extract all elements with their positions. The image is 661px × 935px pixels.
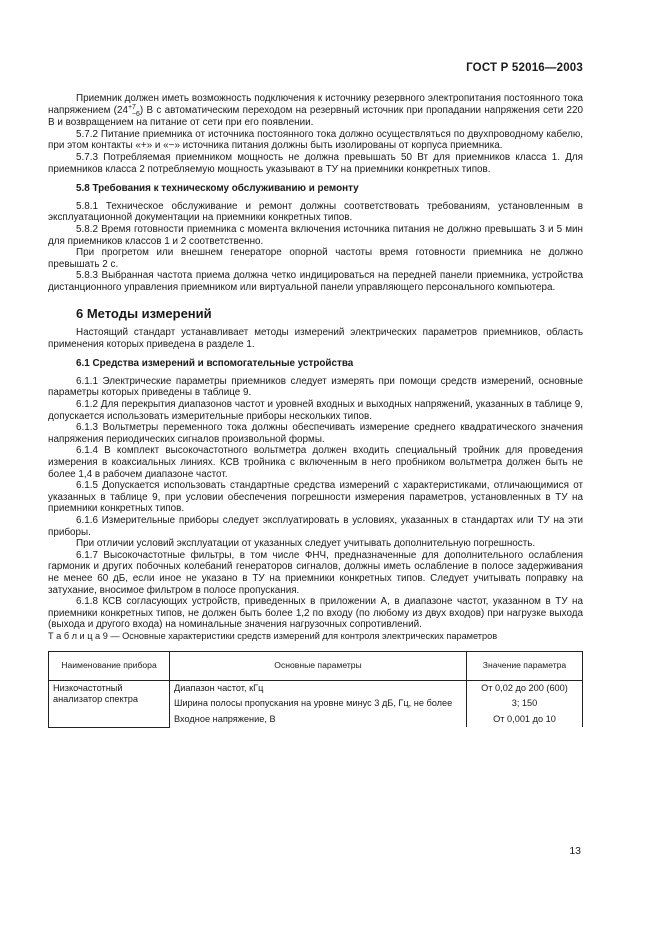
body-text (48, 93, 583, 728)
value-cell: 3; 150 (467, 696, 583, 712)
column-header: Значение параметра (467, 651, 583, 680)
table-9 (48, 651, 583, 728)
paragraph-6-1-2: 6.1.2 Для перекрытия диапазонов частот и уровней входных и выходных напряжений, указанных в таблице 9, допускается использовать измерительные приборы нескольких типов. (48, 399, 583, 422)
value-cell: От 0,02 до 200 (600) (467, 680, 583, 696)
paragraph-6-1-8: 6.1.8 КСВ согласующих устройств, приведенных в приложении А, в диапазоне частот, указанном в ТУ на приемники конкретных типов, не должен быть более 1,2 по входу (по любому из двух входов) при нагрузке выхода (выхода и другого входа) на номинальные значения нагрузочных сопротивлений. (48, 596, 583, 631)
paragraph-6-1-1: 6.1.1 Электрические параметры приемников следует измерять при помощи средств измерений, основные параметры которых приведены в таблице 9. (48, 375, 583, 399)
column-header: Наименование прибора (49, 651, 170, 680)
table-row (49, 680, 583, 696)
paragraph-5-8-2b: При прогретом или внешнем генераторе опорной частоты время готовности приемника не должно превышать 2 с. (48, 247, 583, 270)
heading-6-1: 6.1 Средства измерений и вспомогательные устройства (76, 358, 354, 370)
table-header-row (49, 651, 583, 680)
tolerance-subscript: −6 (131, 110, 140, 118)
heading-section-6: 6 Методы измерений (76, 305, 212, 321)
tolerance-superscript: +7 (127, 103, 136, 111)
paragraph-6-1-7: 6.1.7 Высокочастотные фильтры, в том числе ФНЧ, предназначенные для дополнительного ослабления гармоник и других побочных колебаний генераторов сигналов, должны иметь ослабление в полосе задерживания не менее 60 дБ, если иное не указано в ТУ на приемники конкретных типов. Следует учитывать поправку на затухание, вносимое фильтром в полосе пропускания. (48, 549, 583, 596)
param-cell: Ширина полосы пропускания на уровне минус 3 дБ, Гц, не более (170, 696, 467, 712)
paragraph-5-8-1: 5.8.1 Техническое обслуживание и ремонт должны соответствовать требованиям, установленным в эксплуатационной документации на приемники конкретных типов. (48, 200, 583, 224)
paragraph-5-7-3: 5.7.3 Потребляемая приемником мощность не должна превышать 50 Вт для приемников класса 1. Для приемников класса 2 потребляемую мощность указывают в ТУ на приемники конкретных типов. (48, 151, 583, 175)
paragraph-5-8-2: 5.8.2 Время готовности приемника с момента включения источника питания не должно превышать 3 и 5 мин для приемников классов 1 и 2 соответственно. (48, 223, 583, 247)
paragraph-6-1-6: 6.1.6 Измерительные приборы следует эксплуатировать в условиях, указанных в стандартах или ТУ на эти приборы. (48, 515, 583, 538)
page-number: 13 (569, 845, 581, 857)
paragraph-6-intro: Настоящий стандарт устанавливает методы измерений электрических параметров приемников, область применения которых приведена в разделе 1. (48, 327, 583, 350)
param-cell: Входное напряжение, В (170, 712, 467, 728)
paragraph-power-supply (48, 93, 583, 129)
heading-5-8: 5.8 Требования к техническому обслуживанию и ремонту (76, 183, 359, 195)
param-cell: Диапазон частот, кГц (170, 680, 467, 696)
paragraph-5-8-3: 5.8.3 Выбранная частота приема должна четко индицироваться на передней панели приемника, устройства дистанционного управления приемником или виртуальной панели управляющего персонального компьютера. (48, 270, 583, 293)
paragraph-5-7-2: 5.7.2 Питание приемника от источника постоянного тока должно осуществляться по двухпроводному кабелю, при этом контакты «+» и «−» источника питания должны быть изолированы от корпуса приемника. (48, 128, 583, 152)
device-name-cell: Низкочастотный анализатор спектра (49, 680, 170, 727)
standard-header: ГОСТ Р 52016—2003 (466, 62, 583, 74)
paragraph-6-1-4: 6.1.4 В комплект высокочастотного вольтметра должен входить специальный тройник для проведения измерения в коаксиальных линиях. КСВ тройника с включенным в него пробником вольтметра должен быть не более 1,4 в рабочем диапазоне частот. (48, 445, 583, 480)
text-fragment: ) В с автоматическим переходом на резервный источник при пропадании напряжения сети 220 В и возвращением на питание от сети при его появлении. (48, 104, 583, 129)
paragraph-6-1-3: 6.1.3 Вольтметры переменного тока должны обеспечивать измерение среднего квадратического значения напряжения периодических сигналов произвольной формы. (48, 422, 583, 445)
column-header: Основные параметры (170, 651, 467, 680)
text-fragment: Приемник должен иметь возможность подключения к источнику резервного электропитания постоянного тока напряжением (24 (48, 93, 583, 116)
table-caption: Т а б л и ц а 9 — Основные характеристики средств измерений для контроля электрических параметров (48, 630, 498, 641)
paragraph-6-1-6b: При отличии условий эксплуатации от указанных следует учитывать дополнительную погрешность. (76, 538, 536, 550)
value-cell: От 0,001 до 10 (467, 712, 583, 728)
paragraph-6-1-5: 6.1.5 Допускается использовать стандартные средства измерений с характеристиками, отличающимися от указанных в таблице 9, при условии обеспечения погрешности измерения параметров, установленных в ТУ на приемники конкретных типов. (48, 480, 583, 515)
